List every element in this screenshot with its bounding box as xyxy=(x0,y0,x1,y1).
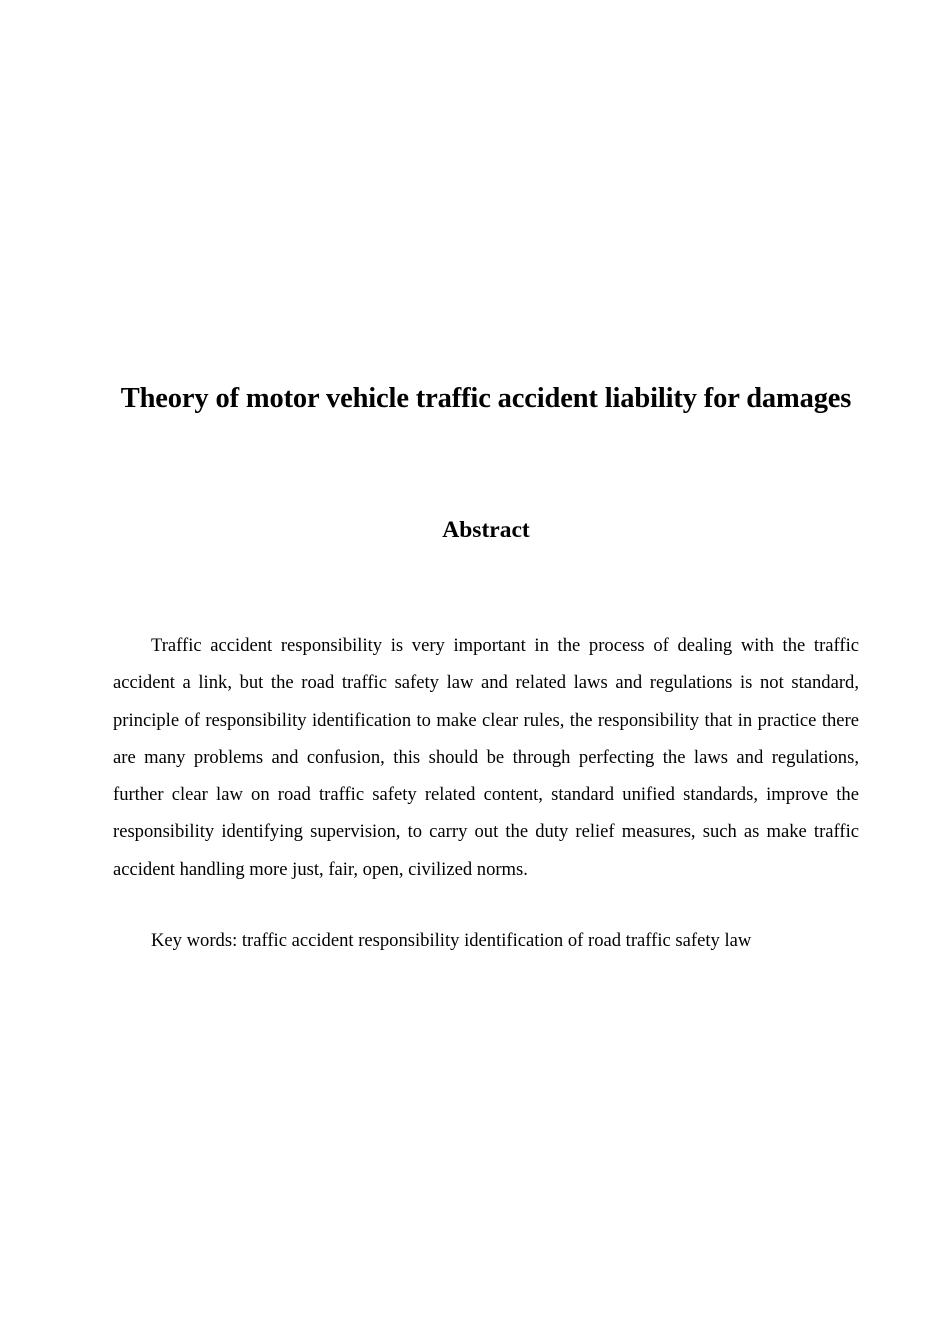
document-title: Theory of motor vehicle traffic accident liability for damages xyxy=(120,383,852,414)
abstract-paragraph: Traffic accident responsibility is very important in the process of dealing with the traffic accident a link, but the road traffic safety law and related laws and regulations is not standard, principle of responsibility identification to make clear rules, the responsibility that in practice there are many problems and confusion, this should be through perfecting the laws and regulations, further clear law on road traffic safety related content, standard unified standards, improve the responsibility identifying supervision, to carry out the duty relief measures, such as make traffic accident handling more just, fair, open, civilized norms. xyxy=(113,635,859,880)
keywords-line: Key words: traffic accident responsibility identification of road traffic safety law xyxy=(151,930,752,951)
abstract-heading: Abstract xyxy=(442,517,530,543)
